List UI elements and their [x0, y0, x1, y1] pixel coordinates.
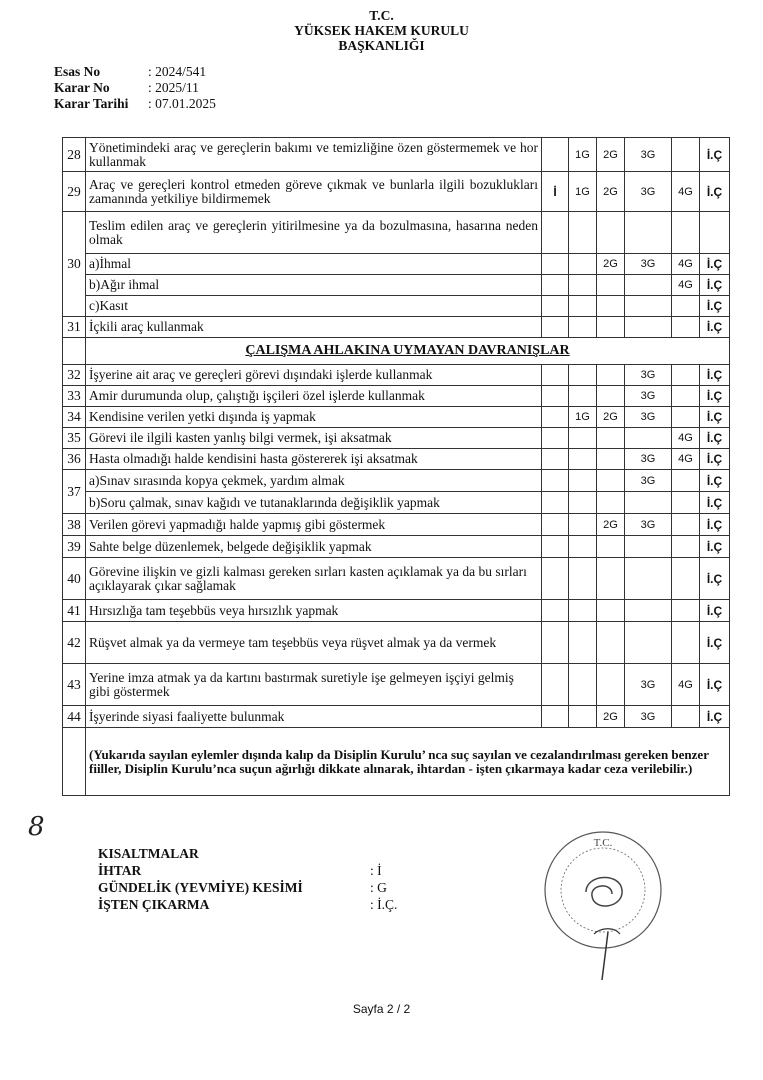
abbreviation-code: : İ — [370, 863, 382, 878]
row-number: 33 — [63, 386, 86, 407]
penalty-cell: 3G — [625, 514, 672, 536]
page-number: Sayfa 2 / 2 — [352, 1002, 411, 1016]
penalty-cell — [542, 664, 569, 706]
penalty-cell — [569, 470, 597, 492]
meta-row-tarih — [54, 96, 216, 112]
penalty-cell — [625, 558, 672, 600]
penalty-cell — [569, 365, 597, 386]
penalty-cell — [625, 317, 672, 338]
table-row — [63, 365, 730, 386]
row-number: 34 — [63, 407, 86, 428]
row-description: Yönetimindeki araç ve gereçlerin bakımı ve temizliğine özen göstermemek ve hor kullanmak — [86, 138, 542, 172]
penalty-cell — [542, 622, 569, 664]
row-number: 42 — [63, 622, 86, 664]
penalty-cell — [625, 600, 672, 622]
row-number: 37 — [63, 470, 86, 514]
meta-value: : 2025/11 — [148, 80, 199, 95]
row-number: 39 — [63, 536, 86, 558]
empty-cell — [569, 212, 597, 254]
table-row — [63, 317, 730, 338]
meta-label: Karar Tarihi — [54, 96, 129, 111]
penalty-cell — [569, 706, 597, 728]
row-description: Verilen görevi yapmadığı halde yapmış gibi göstermek — [86, 514, 542, 536]
penalty-cell — [542, 138, 569, 172]
penalty-cell — [542, 492, 569, 514]
penalty-cell: 3G — [625, 172, 672, 212]
row-description: Sahte belge düzenlemek, belgede değişiklik yapmak — [86, 536, 542, 558]
penalty-cell — [597, 470, 625, 492]
table-row — [63, 622, 730, 664]
dismissal-cell: İ.Ç — [700, 470, 730, 492]
row-description: Teslim edilen araç ve gereçlerin yitirilmesine ya da bozulmasına, hasarına neden olmak — [86, 212, 542, 254]
penalty-cell: 4G — [672, 275, 700, 296]
penalty-cell — [542, 600, 569, 622]
row-number: 32 — [63, 365, 86, 386]
signature-stroke — [602, 932, 608, 980]
table-row — [63, 296, 730, 317]
penalty-cell — [597, 386, 625, 407]
penalty-cell — [672, 296, 700, 317]
table-row — [63, 449, 730, 470]
penalty-cell — [625, 622, 672, 664]
abbreviation-code: : G — [370, 880, 387, 895]
penalty-cell — [569, 622, 597, 664]
dismissal-cell: İ.Ç — [700, 365, 730, 386]
penalty-cell — [569, 317, 597, 338]
penalty-cell — [672, 138, 700, 172]
penalty-cell — [542, 296, 569, 317]
dismissal-cell: İ.Ç — [700, 664, 730, 706]
penalty-cell — [569, 449, 597, 470]
penalty-cell — [625, 536, 672, 558]
penalty-cell — [542, 558, 569, 600]
row-description: Kendisine verilen yetki dışında iş yapmak — [86, 407, 542, 428]
header-line-3: BAŞKANLIĞI — [338, 38, 425, 53]
penalty-cell — [542, 365, 569, 386]
dismissal-cell: İ.Ç — [700, 428, 730, 449]
penalty-cell: 3G — [625, 365, 672, 386]
row-description: b)Soru çalmak, sınav kağıdı ve tutanaklarında değişiklik yapmak — [86, 492, 542, 514]
row-number: 29 — [63, 172, 86, 212]
dismissal-cell: İ.Ç — [700, 706, 730, 728]
penalty-cell — [597, 449, 625, 470]
official-seal-stamp — [538, 822, 668, 982]
row-description: b)Ağır ihmal — [86, 275, 542, 296]
section-title: ÇALIŞMA AHLAKINA UYMAYAN DAVRANIŞLAR — [86, 338, 730, 365]
penalty-cell — [569, 296, 597, 317]
row-description: Yerine imza atmak ya da kartını bastırmak suretiyle işe gelmeyen işçiyi gelmiş gibi göstermek — [86, 664, 542, 706]
meta-label: Esas No — [54, 64, 101, 79]
penalty-cell: 3G — [625, 254, 672, 275]
penalty-cell — [625, 428, 672, 449]
discipline-table — [62, 137, 730, 796]
penalty-cell — [672, 706, 700, 728]
penalty-cell — [569, 536, 597, 558]
dismissal-cell: İ.Ç — [700, 492, 730, 514]
penalty-cell: 2G — [597, 138, 625, 172]
penalty-cell — [542, 514, 569, 536]
dismissal-cell: İ.Ç — [700, 407, 730, 428]
meta-row-karar — [54, 80, 216, 96]
penalty-cell — [672, 492, 700, 514]
row-description: Amir durumunda olup, çalıştığı işçileri özel işlerde kullanmak — [86, 386, 542, 407]
penalty-cell — [569, 254, 597, 275]
penalty-cell — [672, 407, 700, 428]
penalty-cell — [542, 428, 569, 449]
dismissal-cell: İ.Ç — [700, 449, 730, 470]
document-header — [0, 8, 763, 53]
empty-cell — [625, 212, 672, 254]
dismissal-cell: İ.Ç — [700, 317, 730, 338]
penalty-cell — [672, 600, 700, 622]
penalty-cell — [597, 365, 625, 386]
penalty-cell — [625, 492, 672, 514]
row-number: 40 — [63, 558, 86, 600]
table-row — [63, 558, 730, 600]
penalty-cell — [569, 558, 597, 600]
penalty-cell: 1G — [569, 172, 597, 212]
abbreviations-block — [98, 845, 397, 913]
table-row — [63, 600, 730, 622]
penalty-cell — [542, 407, 569, 428]
penalty-cell — [597, 622, 625, 664]
table-row — [63, 514, 730, 536]
row-description: Hasta olmadığı halde kendisini hasta göstererek işi aksatmak — [86, 449, 542, 470]
penalty-cell — [569, 386, 597, 407]
seal-inner-ring — [561, 848, 645, 932]
abbreviation-name: GÜNDELİK (YEVMİYE) KESİMİ — [98, 880, 303, 895]
dismissal-cell: İ.Ç — [700, 558, 730, 600]
penalty-cell — [672, 558, 700, 600]
dismissal-cell: İ.Ç — [700, 138, 730, 172]
table-row — [63, 492, 730, 514]
seal-text: T.C. — [593, 837, 613, 849]
penalty-cell — [625, 275, 672, 296]
row-description: İşyerinde siyasi faaliyette bulunmak — [86, 706, 542, 728]
penalty-cell — [542, 449, 569, 470]
penalty-cell — [672, 317, 700, 338]
table-row — [63, 212, 730, 254]
penalty-cell — [542, 254, 569, 275]
penalty-cell — [672, 514, 700, 536]
penalty-cell — [569, 600, 597, 622]
abbreviation-code: : İ.Ç. — [370, 897, 398, 912]
table-row — [63, 138, 730, 172]
dismissal-cell: İ.Ç — [700, 254, 730, 275]
row-description: a)İhmal — [86, 254, 542, 275]
penalty-cell — [597, 296, 625, 317]
meta-value: : 2024/541 — [148, 64, 207, 79]
penalty-cell: 4G — [672, 449, 700, 470]
penalty-cell — [542, 275, 569, 296]
seal-emblem — [586, 877, 622, 906]
row-description: Araç ve gereçleri kontrol etmeden göreve çıkmak ve bunlarla ilgili bozuklukları zamanında yetkiliye bildirmemek — [86, 172, 542, 212]
seal-outer-ring — [545, 832, 661, 948]
penalty-cell — [542, 706, 569, 728]
footnote-row — [63, 728, 730, 796]
section-row — [63, 338, 730, 365]
penalty-cell: 4G — [672, 664, 700, 706]
penalty-cell: 4G — [672, 172, 700, 212]
abbreviation-name: İHTAR — [98, 863, 142, 878]
table-row — [63, 254, 730, 275]
penalty-cell: 4G — [672, 428, 700, 449]
row-number: 35 — [63, 428, 86, 449]
empty-cell — [63, 728, 86, 796]
dismissal-cell: İ.Ç — [700, 536, 730, 558]
penalty-cell: 3G — [625, 706, 672, 728]
penalty-cell — [542, 536, 569, 558]
table-row — [63, 275, 730, 296]
row-number: 31 — [63, 317, 86, 338]
table-row — [63, 428, 730, 449]
header-line-2: YÜKSEK HAKEM KURULU — [294, 23, 469, 38]
dismissal-cell: İ.Ç — [700, 514, 730, 536]
meta-label: Karar No — [54, 80, 110, 95]
penalty-cell — [542, 317, 569, 338]
penalty-cell: İ — [542, 172, 569, 212]
row-number: 44 — [63, 706, 86, 728]
penalty-cell: 2G — [597, 254, 625, 275]
penalty-cell — [597, 317, 625, 338]
penalty-cell — [672, 622, 700, 664]
table-row — [63, 386, 730, 407]
abbreviation-row — [98, 896, 397, 913]
penalty-cell — [597, 275, 625, 296]
dismissal-cell: İ.Ç — [700, 296, 730, 317]
penalty-cell — [597, 428, 625, 449]
dismissal-cell: İ.Ç — [700, 172, 730, 212]
penalty-cell — [569, 428, 597, 449]
penalty-cell — [597, 558, 625, 600]
table-row — [63, 470, 730, 492]
row-description: Görevine ilişkin ve gizli kalması gereken sırları kasten açıklamak ya da bu sırları açıklayarak çıkar sağlamak — [86, 558, 542, 600]
penalty-cell: 3G — [625, 449, 672, 470]
penalty-cell: 3G — [625, 407, 672, 428]
penalty-cell — [672, 386, 700, 407]
footnote-text: (Yukarıda sayılan eylemler dışında kalıp da Disiplin Kurulu’ nca suç sayılan ve cezalandırılması gereken benzer fiiller, Disiplin Kurulu’nca suçun ağırlığı dikkate alınarak, ihtardan - işten çıkarmaya kadar ceza verilebilir.) — [86, 728, 730, 796]
abbreviations-title: KISALTMALAR — [98, 846, 199, 861]
empty-cell — [700, 212, 730, 254]
penalty-cell — [569, 514, 597, 536]
meta-row-esas — [54, 64, 216, 80]
handwritten-mark: 8 — [28, 812, 45, 842]
penalty-cell — [597, 600, 625, 622]
penalty-cell: 3G — [625, 470, 672, 492]
empty-cell — [542, 212, 569, 254]
dismissal-cell: İ.Ç — [700, 600, 730, 622]
penalty-cell — [542, 386, 569, 407]
table-row — [63, 172, 730, 212]
penalty-cell: 1G — [569, 407, 597, 428]
meta-value: : 07.01.2025 — [148, 96, 216, 111]
dismissal-cell: İ.Ç — [700, 275, 730, 296]
row-number: 43 — [63, 664, 86, 706]
row-description: Hırsızlığa tam teşebbüs veya hırsızlık yapmak — [86, 600, 542, 622]
table-row — [63, 536, 730, 558]
row-number: 38 — [63, 514, 86, 536]
row-description: Görevi ile ilgili kasten yanlış bilgi vermek, işi aksatmak — [86, 428, 542, 449]
abbreviation-row — [98, 879, 397, 896]
penalty-cell: 3G — [625, 138, 672, 172]
penalty-cell — [569, 492, 597, 514]
table-row — [63, 706, 730, 728]
row-number: 36 — [63, 449, 86, 470]
penalty-cell: 2G — [597, 407, 625, 428]
penalty-cell — [569, 275, 597, 296]
penalty-cell — [672, 536, 700, 558]
empty-cell — [597, 212, 625, 254]
penalty-cell: 2G — [597, 514, 625, 536]
row-description: İçkili araç kullanmak — [86, 317, 542, 338]
row-description: c)Kasıt — [86, 296, 542, 317]
empty-cell — [63, 338, 86, 365]
empty-cell — [672, 212, 700, 254]
penalty-cell — [569, 664, 597, 706]
penalty-cell — [672, 470, 700, 492]
row-number: 28 — [63, 138, 86, 172]
case-meta — [54, 64, 216, 112]
dismissal-cell: İ.Ç — [700, 386, 730, 407]
penalty-cell — [672, 365, 700, 386]
penalty-cell: 3G — [625, 664, 672, 706]
row-number: 41 — [63, 600, 86, 622]
penalty-cell — [597, 492, 625, 514]
header-line-1: T.C. — [369, 8, 394, 23]
abbreviation-row — [98, 862, 397, 879]
penalty-cell — [597, 536, 625, 558]
row-description: İşyerine ait araç ve gereçleri görevi dışındaki işlerde kullanmak — [86, 365, 542, 386]
penalty-cell — [625, 296, 672, 317]
table-row — [63, 664, 730, 706]
row-description: Rüşvet almak ya da vermeye tam teşebbüs veya rüşvet almak ya da vermek — [86, 622, 542, 664]
penalty-cell — [542, 470, 569, 492]
row-number: 30 — [63, 212, 86, 317]
penalty-cell: 2G — [597, 172, 625, 212]
dismissal-cell: İ.Ç — [700, 622, 730, 664]
penalty-cell: 3G — [625, 386, 672, 407]
penalty-cell — [597, 664, 625, 706]
penalty-cell: 1G — [569, 138, 597, 172]
penalty-cell: 4G — [672, 254, 700, 275]
table-row — [63, 407, 730, 428]
row-description: a)Sınav sırasında kopya çekmek, yardım almak — [86, 470, 542, 492]
penalty-cell: 2G — [597, 706, 625, 728]
abbreviation-name: İŞTEN ÇIKARMA — [98, 897, 210, 912]
